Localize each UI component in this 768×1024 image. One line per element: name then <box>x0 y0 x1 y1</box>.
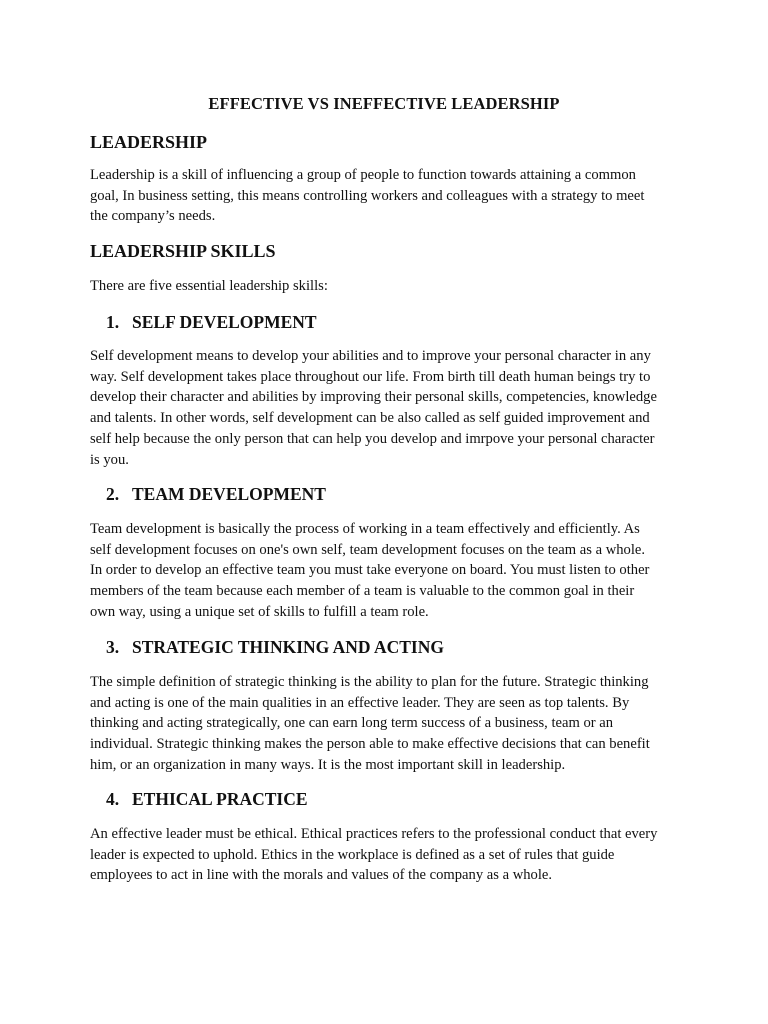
paragraph-line: goal, In business setting, this means controlling workers and colleagues with a strategy to meet <box>90 187 645 204</box>
skill-heading-self-development <box>106 311 317 333</box>
paragraph-line: and acting is one of the main qualities in an effective leader. They are seen as top talents. By <box>90 694 630 711</box>
skill-heading-ethical-practice <box>106 788 308 810</box>
paragraph-line: Leadership is a skill of influencing a group of people to function towards attaining a common <box>90 167 636 183</box>
document-title: EFFECTIVE VS INEFFECTIVE LEADERSHIP <box>208 94 560 113</box>
paragraph-line: Team development is basically the process of working in a team effectively and efficiently. As <box>90 521 640 537</box>
paragraph-line: self development focuses on one's own self, team development focuses on the team as a whole. <box>90 541 646 558</box>
paragraph-leadership <box>90 165 690 227</box>
section-heading-leadership: LEADERSHIP <box>90 132 208 152</box>
paragraph-team-development <box>90 519 690 623</box>
list-number: 1. <box>106 312 120 332</box>
paragraph-line: An effective leader must be ethical. Ethical practices refers to the professional conduct that every <box>90 826 658 842</box>
paragraph-line: thinking and acting strategically, one can earn long term success of a business, team or an <box>90 715 614 732</box>
list-number: 4. <box>106 789 120 809</box>
paragraph-line: leader is expected to uphold. Ethics in the workplace is defined as a set of rules that guide <box>90 846 615 863</box>
paragraph-line: develop their character and abilities by improving their personal skills, competencies, knowledge <box>90 389 657 406</box>
list-number: 2. <box>106 484 120 504</box>
paragraph-line: him, or an organization in many ways. It is the most important skill in leadership. <box>90 756 566 773</box>
paragraph-line: members of the team because each member of a team is valuable to the common goal in their <box>90 583 635 600</box>
paragraph-strategic-thinking <box>90 672 690 776</box>
skill-heading-strategic-thinking <box>106 636 444 658</box>
paragraph-ethical-practice <box>90 824 690 886</box>
paragraph-line: There are five essential leadership skills: <box>90 278 328 294</box>
paragraph-line: employees to act in line with the morals and values of the company as a whole. <box>90 867 553 884</box>
paragraph-line: is you. <box>90 451 129 468</box>
skill-heading-text: STRATEGIC THINKING AND ACTING <box>132 637 444 657</box>
paragraph-line: In order to develop an effective team you must take everyone on board. You must listen to other <box>90 562 650 579</box>
list-number: 3. <box>106 637 120 657</box>
skill-heading-text: ETHICAL PRACTICE <box>132 789 308 809</box>
paragraph-self-development <box>90 346 690 470</box>
paragraph-line: Self development means to develop your abilities and to improve your personal character in any <box>90 348 651 364</box>
paragraph-line: the company’s needs. <box>90 208 216 225</box>
paragraph-line: and talents. In other words, self development can be also called as self guided improvement and <box>90 410 650 427</box>
paragraph-line: self help because the only person that can help you develop and imrpove your personal character <box>90 430 655 447</box>
paragraph-skills-intro <box>90 276 690 297</box>
skill-heading-text: TEAM DEVELOPMENT <box>132 484 326 504</box>
paragraph-line: The simple definition of strategic thinking is the ability to plan for the future. Strategic thinking <box>90 674 649 690</box>
paragraph-line: own way, using a unique set of skills to fulfill a team role. <box>90 603 429 620</box>
paragraph-line: individual. Strategic thinking makes the person able to make effective decisions that can benefit <box>90 736 650 753</box>
skill-heading-text: SELF DEVELOPMENT <box>132 312 317 332</box>
section-heading-leadership-skills: LEADERSHIP SKILLS <box>90 241 276 261</box>
paragraph-line: way. Self development takes place throughout our life. From birth till death human beings try to <box>90 368 651 385</box>
skill-heading-team-development <box>106 483 326 505</box>
